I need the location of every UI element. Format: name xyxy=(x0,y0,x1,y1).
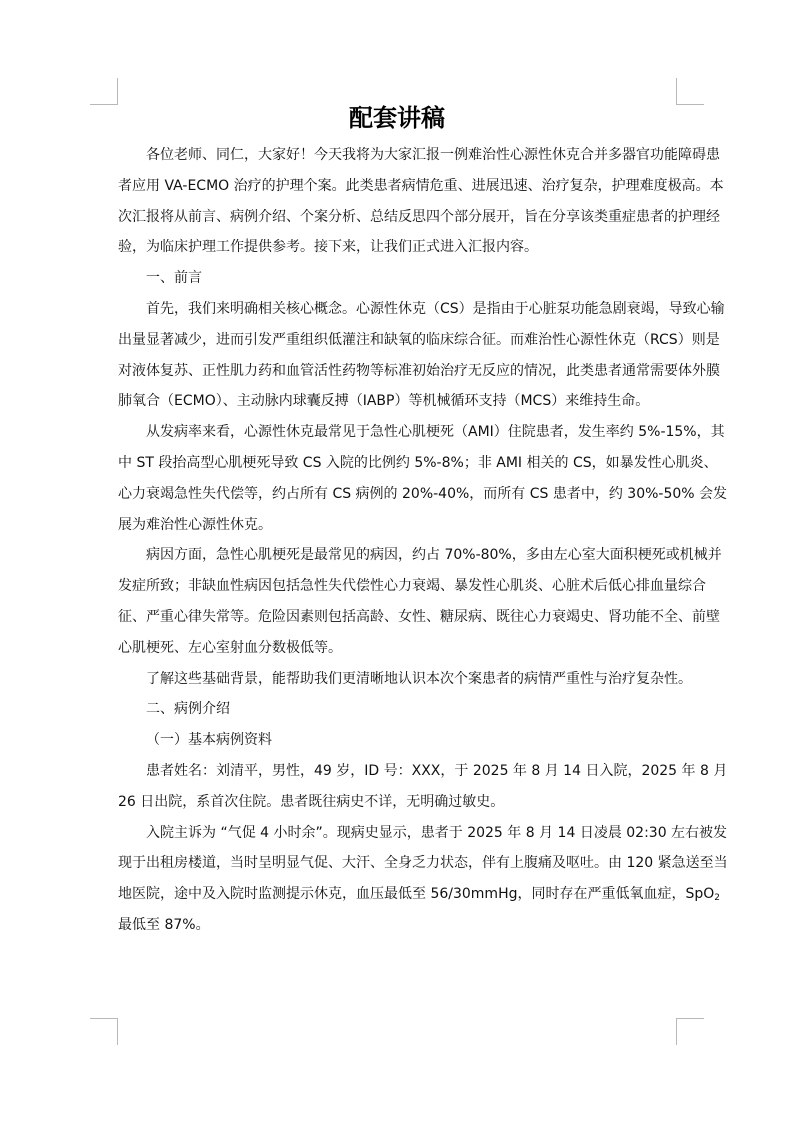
document-title: 配套讲稿 xyxy=(349,104,445,132)
crop-mark-bottom-left-h xyxy=(90,1018,118,1019)
subsection-heading-basic-info: （一）基本病例资料 xyxy=(146,732,272,749)
section-heading-case: 二、病例介绍 xyxy=(146,701,230,718)
case-paragraph-patient-info: 患者姓名：刘清平，男性，49 岁，ID 号：XXX，于 2025 年 8 月 14 日入院，2025 年 8 月 26 日出院，系首次住院。患者既往病史不详，无明确过敏史。 xyxy=(118,762,728,810)
section-heading-preface: 一、前言 xyxy=(146,270,202,287)
chief-complaint-text-end: 最低至 87%。 xyxy=(118,916,210,933)
spo2-subscript: 2 xyxy=(714,893,721,904)
preface-paragraph-summary: 了解这些基础背景，能帮助我们更清晰地认识本次个案患者的病情严重性与治疗复杂性。 xyxy=(146,670,692,687)
intro-paragraph: 各位老师、同仁，大家好！今天我将为大家汇报一例难治性心源性休克合并多器官功能障碍患者应用 VA-ECMO 治疗的护理个案。此类患者病情危重、进展迅速、治疗复杂，护理难度极高。本次汇报将从前言、病例介绍、个案分析、总结反思四个部分展开，旨在分享该类重症患者的护理经验，为临床护理工作提供参考。接下来，让我们正式进入汇报内容。 xyxy=(118,147,724,256)
chief-complaint-text: 入院主诉为 “气促 4 小时余”。现病史显示，患者于 2025 年 8 月 14 日凌晨 02:30 左右被发现于出租房楼道，当时呈明显气促、大汗、全身乏力状态，伴有上腹痛及呕吐。由 120 紧急送至当地医院，途中及入院时监测提示休克，血压最低至 56/30mmHg，同时存在严重低氧血症，SpO xyxy=(118,824,728,903)
case-paragraph-chief-complaint xyxy=(118,818,728,941)
crop-mark-bottom-right-h xyxy=(676,1018,704,1019)
document-body xyxy=(118,140,728,941)
crop-mark-bottom-right-v xyxy=(676,1018,677,1045)
preface-paragraph-etiology: 病因方面，急性心肌梗死是最常见的病因，约占 70%-80%，多由左心室大面积梗死或机械并发症所致；非缺血性病因包括急性失代偿性心力衰竭、暴发性心肌炎、心脏术后低心排血量综合征、严重心律失常等。危险因素则包括高龄、女性、糖尿病、既往心力衰竭史、肾功能不全、前壁心肌梗死、左心室射血分数极低等。 xyxy=(118,547,722,656)
preface-paragraph-concepts: 首先，我们来明确相关核心概念。心源性休克（CS）是指由于心脏泵功能急剧衰竭，导致心输出量显著减少，进而引发严重组织低灌注和缺氧的临床综合征。而难治性心源性休克（RCS）则是对液体复苏、正性肌力药和血管活性药物等标准初始治疗无反应的情况，此类患者通常需要体外膜肺氧合（ECMO）、主动脉内球囊反搏（IABP）等机械循环支持（MCS）来维持生命。 xyxy=(118,300,725,410)
crop-mark-bottom-left-v xyxy=(117,1018,118,1045)
preface-paragraph-incidence: 从发病率来看，心源性休克最常见于急性心肌梗死（AMI）住院患者，发生率约 5%-15%，其中 ST 段抬高型心肌梗死导致 CS 入院的比例约 5%-8%；非 AMI 相关的 CS，如暴发性心肌炎、心力衰竭急性失代偿等，约占所有 CS 病例的 20%-40%，而所有 CS 患者中，约 30%-50% 会发展为难治性心源性休克。 xyxy=(118,424,728,533)
